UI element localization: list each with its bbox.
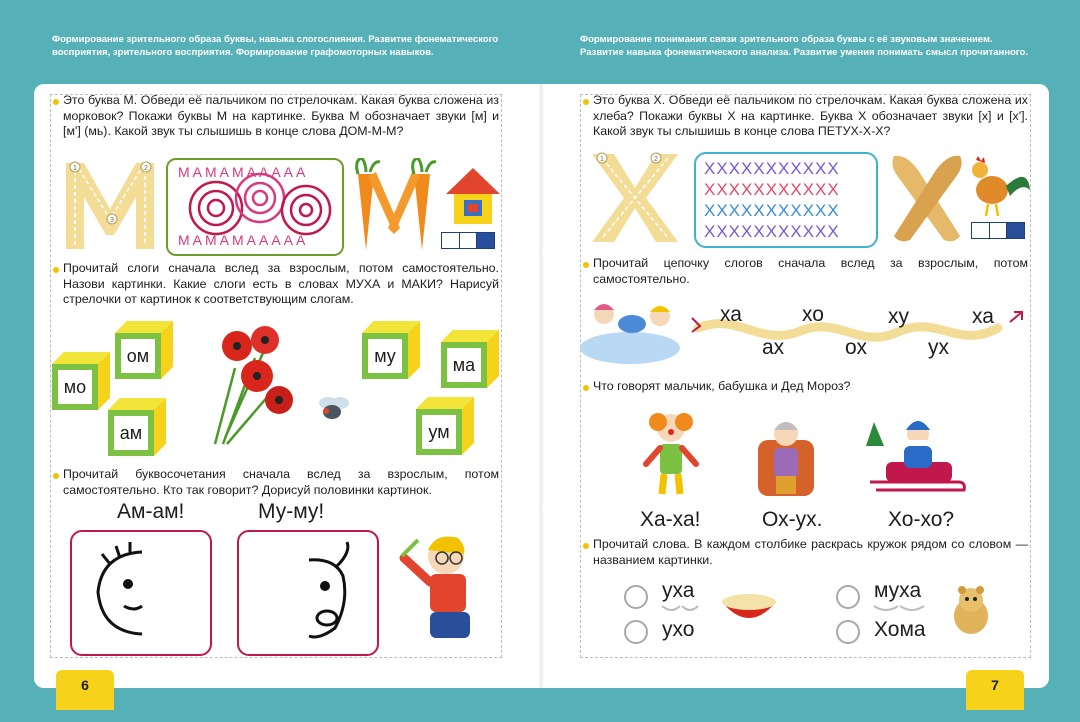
syllable-label: ма [447,348,481,382]
letter-x-tracing [590,150,680,246]
sound-box-filled [1006,222,1025,239]
task-bullet [53,473,59,479]
ded-moroz-sleigh-icon [866,412,970,502]
sound-box [441,232,460,249]
maze-letters-bottom: МАМАМААААА [178,232,309,248]
fly-icon [316,393,352,423]
phrase-am-am: Ам-ам! [117,500,185,523]
phrase-mu-mu: Му-му! [258,500,325,523]
word-mukha: муха [874,579,922,602]
task-bullet [583,543,589,549]
task-bullet [53,267,59,273]
task-bullet [583,99,589,105]
quote-boy: Ха-ха! [640,508,701,531]
word-khoma: Хома [874,618,926,641]
arrow-mark: 1 [73,165,77,172]
letter-maze-picture [166,158,344,256]
syllable-label: ум [422,415,456,449]
arrow-mark: 2 [654,156,658,163]
task-bullet [583,262,589,268]
left-page-header: Формирование зрительного образа буквы, навыка слогослияния. Развитие фонематического восприятия, зрительного восприятия. Формирование графомоторных навыков. [52,34,499,58]
sound-box [989,222,1008,239]
page-number-right: 7 [966,670,1024,710]
page-number-left: 6 [56,670,114,710]
chain-syllable-top: хо [802,303,824,326]
pattern-row: ХХХХХХХХХХХ [704,222,840,241]
task-bullet [53,99,59,105]
chain-syllable-bottom: ух [928,336,949,359]
sound-position-boxes [441,232,494,249]
rooster-icon [966,156,1032,218]
spiral-roses-icon [168,160,342,254]
chain-syllable-top: ху [888,305,909,328]
sound-box-filled [476,232,495,249]
sound-box [971,222,990,239]
syllable-label: мо [58,370,92,404]
quote-grandmother: Ох-ух. [762,508,823,531]
letter-m-tracing [62,157,158,253]
arrow-mark: 2 [144,165,148,172]
pattern-row: ХХХХХХХХХХХ [704,159,840,178]
book-gutter [538,84,544,688]
right-page-header: Формирование понимания связи зрительного образа буквы с её звуковым значением. Развитие навыка фонематического анализа. Развитие умения понимать смысл прочитанного. [580,34,1029,58]
arrow-mark: 3 [110,217,114,224]
pattern-row: ХХХХХХХХХХХ [704,201,840,220]
word-ukho: ухо [662,618,695,641]
syllable-label: ам [114,416,148,450]
boy-clown-icon [640,408,702,498]
drawing-boy-icon [396,528,480,646]
sound-position-boxes [971,222,1024,239]
sound-box [459,232,478,249]
soup-bowl-icon [720,590,778,630]
arrow-mark: 1 [600,156,604,163]
chain-syllable-top: ха [972,305,994,328]
answer-circle-khoma[interactable] [836,620,860,644]
right-task-4: Прочитай слова. В каждом столбике раскрась кружок рядом со словом — названием картинки. [593,537,1028,567]
chain-syllable-top: ха [720,303,742,326]
task-bullet [583,385,589,391]
half-face-cow-icon [239,532,377,654]
quote-ded-moroz: Хо-хо? [888,508,955,531]
answer-circle-ukho[interactable] [624,620,648,644]
syllable-label: ом [121,339,155,373]
chain-syllable-bottom: ох [845,336,867,359]
syllable-arcs [872,604,926,614]
half-face-boy-icon [72,532,210,654]
left-task-3: Прочитай буквосочетания сначала вслед за взрослым, потом самостоятельно. Кто так говорит? Дорисуй половинки картинок. [63,467,499,497]
carrot-letter-m-icon [348,158,440,254]
drawing-frame-cow [237,530,379,656]
pattern-row: ХХХХХХХХХХХ [704,180,840,199]
syllable-label: му [368,339,402,373]
syllable-arcs [660,604,700,614]
answer-circle-ukha[interactable] [624,585,648,609]
word-ukha: уха [662,579,695,602]
right-task-1: Это буква Х. Обведи её пальчиком по стрелочкам. Какая буква сложена их хлеба? Покажи буквы Х на картинке. Буква Х обозначает звуки [х] и [х']. Какой звук ты слышишь в конце слова ПЕТУХ-Х-Х? [593,93,1028,139]
poppies-icon [205,318,305,448]
right-task-2: Прочитай цепочку слогов сначала вслед за взрослым, потом самостоятельно. [593,256,1028,286]
house-icon [444,164,502,226]
bread-letter-x-icon [888,152,966,244]
left-task-1: Это буква М. Обведи её пальчиком по стрелочкам. Какая буква сложена из морковок? Покажи буквы М на картинке. Буква М обозначает звуки [м] и [м'] (мь). Какой звук ты слышишь в конце слова ДОМ-М-М? [63,93,499,139]
letter-pattern-picture [694,152,878,248]
maze-letters-top: МАМАМААААА [178,164,309,180]
hamster-icon [950,584,992,636]
right-task-3: Что говорят мальчик, бабушка и Дед Мороз? [593,379,851,393]
left-task-2: Прочитай слоги сначала вслед за взрослым, потом самостоятельно. Назови картинки. Какие слоги есть в словах МУХА и МАКИ? Нарисуй стрелочки от картинок к соответствующим слогам. [63,261,499,307]
children-bath-icon [574,294,684,368]
answer-circle-mukha[interactable] [836,585,860,609]
drawing-frame-boy [70,530,212,656]
grandmother-icon [754,414,818,500]
chain-syllable-bottom: ах [762,336,785,359]
